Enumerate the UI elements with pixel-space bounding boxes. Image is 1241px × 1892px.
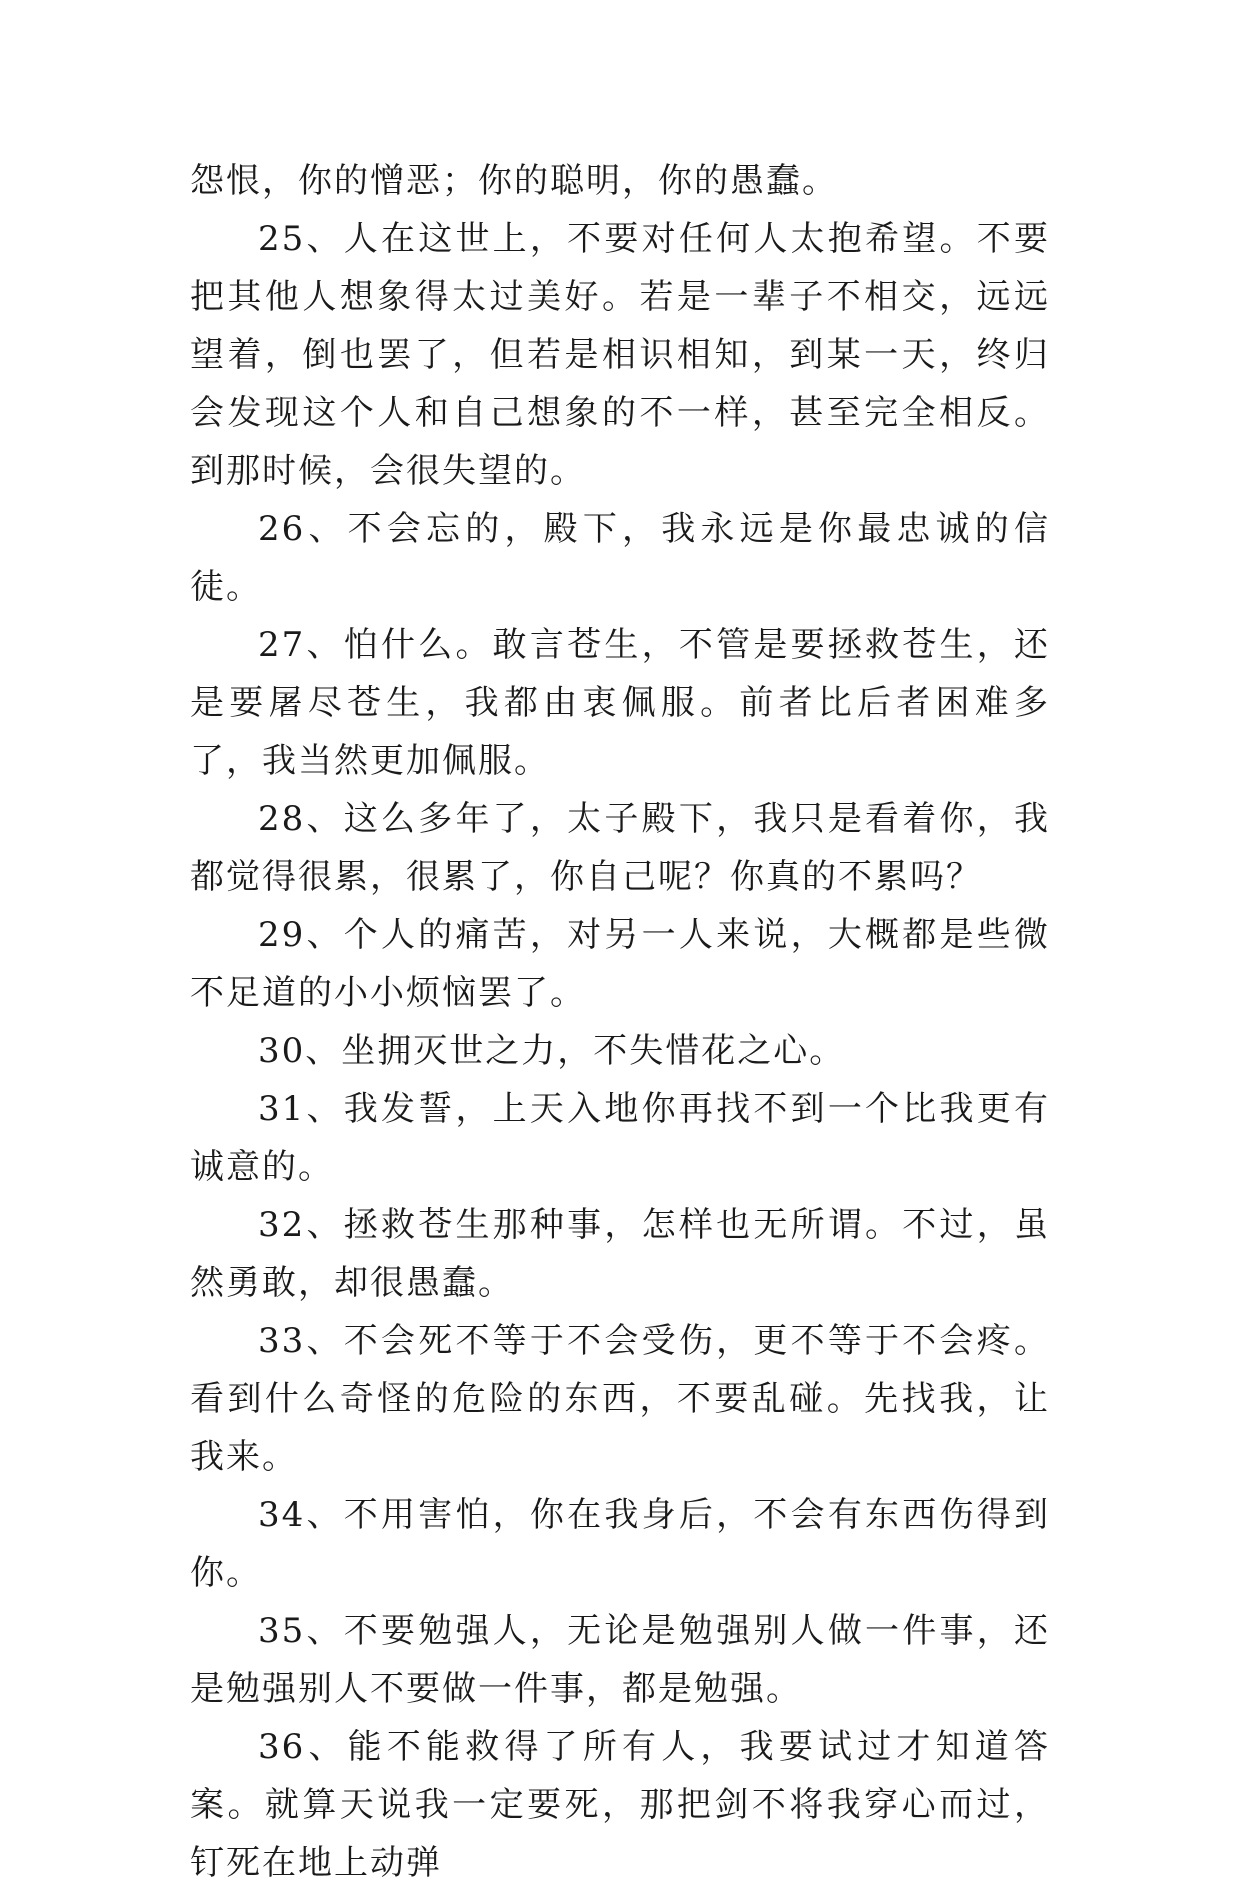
paragraph-30: 30、坐拥灭世之力，不失惜花之心。 [258,1031,846,1071]
paragraph-28: 28、这么多年了，太子殿下，我只是看着你，我都觉得很累，很累了，你自己呢？你真的不累吗？ [190,799,1050,897]
document-page [190,152,1050,1892]
paragraph-36: 36、能不能救得了所有人，我要试过才知道答案。就算天说我一定要死，那把剑不将我穿心而过，钉死在地上动弹 [190,1727,1050,1883]
paragraph-32: 32、拯救苍生那种事，怎样也无所谓。不过，虽然勇敢，却很愚蠢。 [190,1205,1050,1303]
paragraph-27: 27、怕什么。敢言苍生，不管是要拯救苍生，还是要屠尽苍生，我都由衷佩服。前者比后者困难多了，我当然更加佩服。 [190,625,1050,781]
paragraph-31: 31、我发誓，上天入地你再找不到一个比我更有诚意的。 [190,1089,1050,1187]
paragraph-35: 35、不要勉强人，无论是勉强别人做一件事，还是勉强别人不要做一件事，都是勉强。 [190,1611,1050,1709]
paragraph-24-continuation: 怨恨，你的憎恶；你的聪明，你的愚蠢。 [190,161,838,201]
paragraph-29: 29、个人的痛苦，对另一人来说，大概都是些微不足道的小小烦恼罢了。 [190,915,1050,1013]
paragraph-25: 25、人在这世上，不要对任何人太抱希望。不要把其他人想象得太过美好。若是一辈子不相交，远远望着，倒也罢了，但若是相识相知，到某一天，终归会发现这个人和自己想象的不一样，甚至完全相反。到那时候，会很失望的。 [190,219,1050,491]
paragraph-33: 33、不会死不等于不会受伤，更不等于不会疼。看到什么奇怪的危险的东西，不要乱碰。先找我，让我来。 [190,1321,1050,1477]
paragraph-34: 34、不用害怕，你在我身后，不会有东西伤得到你。 [190,1495,1050,1593]
paragraph-26: 26、不会忘的，殿下，我永远是你最忠诚的信徒。 [190,509,1050,607]
